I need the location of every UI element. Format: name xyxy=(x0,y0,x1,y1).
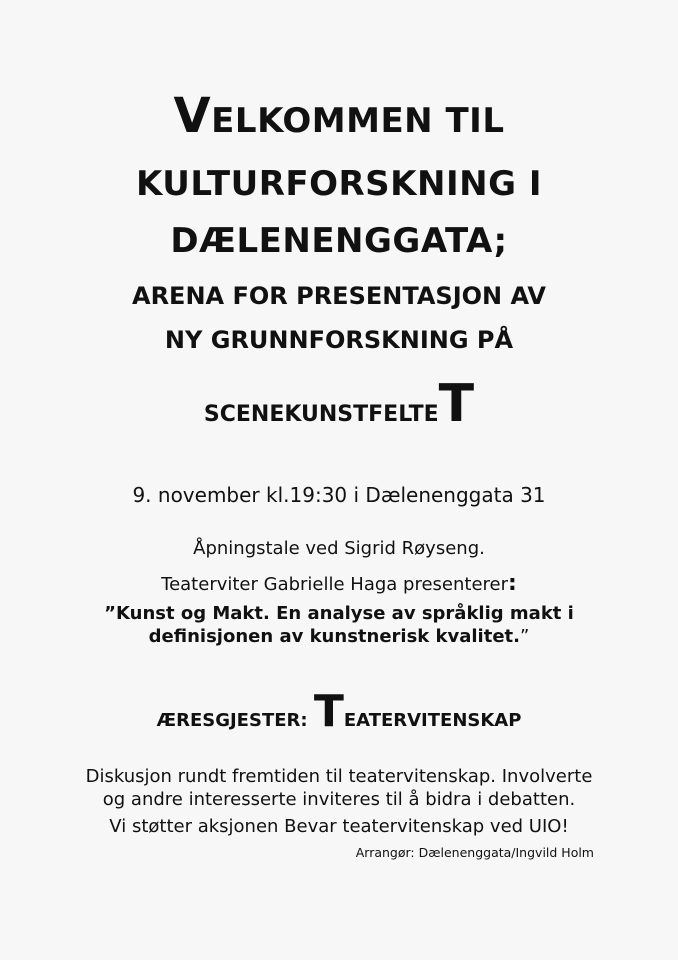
subtitle-line-3-rest: SCENEKUNSTFELTE xyxy=(203,402,439,427)
title-line-1-rest: ELKOMMEN TIL xyxy=(211,101,505,141)
honor-guests-initial: T xyxy=(313,686,344,737)
discussion-line-3: Vi støtter aksjonen Bevar teatervitenskap ved UIO! xyxy=(109,816,569,837)
subtitle-line-2: NY GRUNNFORSKNING PÅ xyxy=(164,326,514,354)
subtitle-final-letter: T xyxy=(438,374,475,434)
presenter-colon: : xyxy=(508,571,517,596)
honor-guests-label: ÆRESGJESTER: xyxy=(156,710,314,731)
quote-closing-mark: ” xyxy=(519,625,530,647)
discussion-line-2: og andre interesserte inviteres til å bidra i debatten. xyxy=(102,789,576,810)
title-line-3: DÆLENENGGATA; xyxy=(170,221,508,261)
quote-line-1: ”Kunst og Makt. En analyse av språklig makt i xyxy=(104,603,574,624)
presenter-line xyxy=(0,573,678,595)
honor-guests xyxy=(0,686,678,737)
title-line-1 xyxy=(0,88,678,144)
quote-line-2 xyxy=(0,626,678,649)
organizer-credit: Arrangør: Dælenenggata/Ingvild Holm xyxy=(355,845,594,860)
quote-line-2-text: definisjonen av kunstnerisk kvalitet. xyxy=(148,625,520,647)
presenter-text: Teaterviter Gabrielle Haga presenterer xyxy=(161,574,509,595)
subtitle-line-1: ARENA FOR PRESENTASJON AV xyxy=(132,282,546,310)
title-initial: V xyxy=(173,88,212,144)
presentation-title xyxy=(0,603,678,648)
event-date: 9. november kl.19:30 i Dælenenggata 31 xyxy=(132,483,546,507)
opening-speech: Åpningstale ved Sigrid Røyseng. xyxy=(193,538,485,559)
honor-guests-rest: EATERVITENSKAP xyxy=(343,710,522,731)
discussion-line-1: Diskusjon rundt fremtiden til teatervitenskap. Involverte xyxy=(85,766,593,787)
title-line-2: KULTURFORSKNING I xyxy=(136,164,542,204)
subtitle-line-3 xyxy=(0,374,678,434)
